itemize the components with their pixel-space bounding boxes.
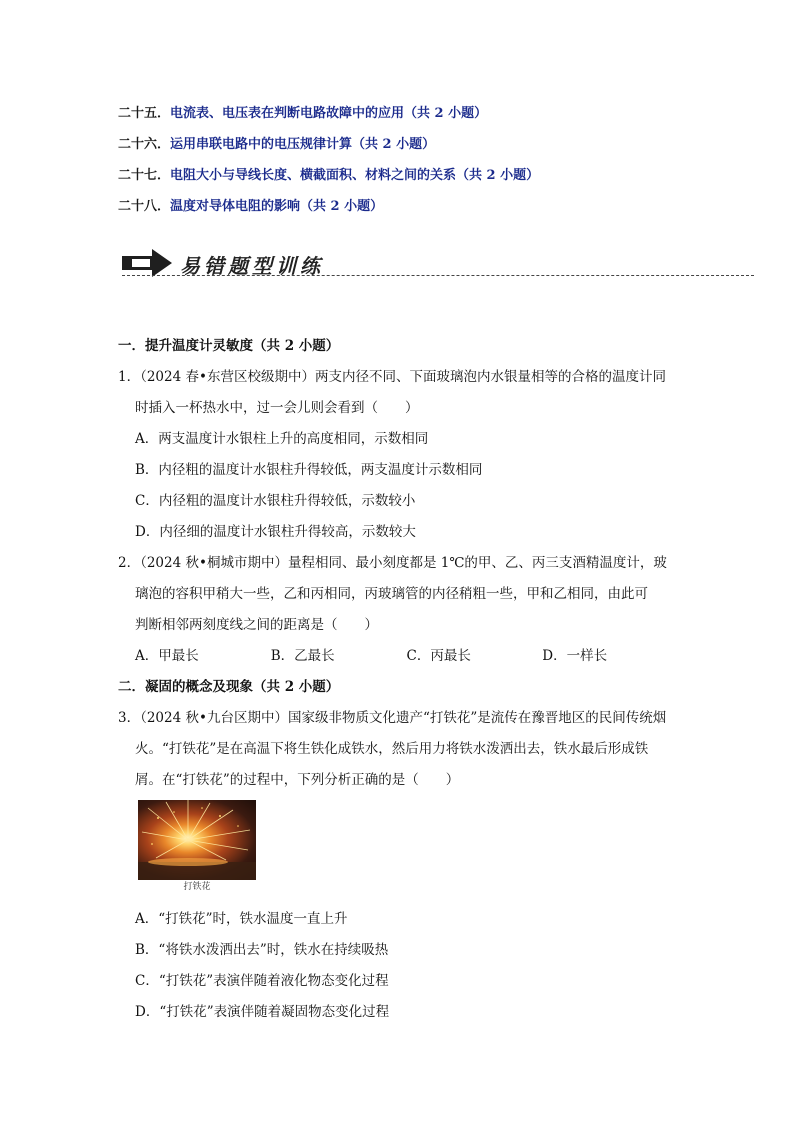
question-stem: 2．（2024 秋•桐城市期中）量程相同、最小刻度都是 1℃的甲、乙、丙三支酒精温度计，玻	[118, 555, 667, 571]
question-stem: 时插入一杯热水中，过一会儿则会看到（ ）	[135, 400, 419, 416]
iron-flower-photo	[138, 800, 256, 880]
question-3	[118, 703, 678, 1028]
question-content	[118, 331, 678, 1028]
toc-item[interactable]	[118, 135, 738, 166]
question-stem: 3．（2024 秋•九台区期中）国家级非物质文化遗产“打铁花”是流传在豫晋地区的民间传统烟	[118, 710, 667, 726]
toc-item-title[interactable]: 电阻大小与导线长度、横截面积、材料之间的关系	[170, 168, 457, 183]
question-stem: 火。“打铁花”是在高温下将生铁化成铁水，然后用力将铁水泼洒出去，铁水最后形成铁	[135, 741, 649, 757]
question-stem: 判断相邻两刻度线之间的距离是（ ）	[135, 617, 378, 633]
figure-caption: 打铁花	[183, 882, 211, 892]
banner-divider	[122, 275, 754, 276]
toc-item-number: 二十六．	[118, 137, 171, 152]
answer-option[interactable]: D．内径细的温度计水银柱升得较高，示数较大	[135, 524, 416, 540]
answer-options-row	[118, 641, 678, 672]
answer-option[interactable]: A．“打铁花”时，铁水温度一直上升	[135, 911, 348, 927]
toc-item-count: （共 2 小题）	[404, 106, 488, 121]
toc-item-title[interactable]: 电流表、电压表在判断电路故障中的应用	[170, 106, 405, 121]
toc-item[interactable]	[118, 197, 738, 228]
answer-option[interactable]: C．丙最长	[406, 648, 471, 664]
answer-option[interactable]: A．两支温度计水银柱上升的高度相同，示数相同	[135, 431, 429, 447]
toc-item-title[interactable]: 运用串联电路中的电压规律计算	[170, 137, 353, 152]
section-title: 一．提升温度计灵敏度（共 2 小题）	[118, 338, 340, 354]
toc-item[interactable]	[118, 104, 738, 135]
question-stem: 屑。在“打铁花”的过程中，下列分析正确的是（ ）	[135, 772, 460, 788]
toc-item-count: （共 2 小题）	[352, 137, 436, 152]
answer-option[interactable]: C．内径粗的温度计水银柱升得较低，示数较小	[135, 493, 416, 509]
toc-item-number: 二十八．	[118, 199, 171, 214]
question-stem: 璃泡的容积甲稍大一些，乙和丙相同，丙玻璃管的内径稍粗一些，甲和乙相同，由此可	[135, 586, 648, 602]
table-of-contents	[118, 104, 738, 228]
sparks-illustration	[138, 800, 256, 880]
section-title: 二．凝固的概念及现象（共 2 小题）	[118, 679, 340, 695]
toc-item-number: 二十五．	[118, 106, 171, 121]
question-2	[118, 548, 678, 672]
banner-title: 易错题型训练	[180, 254, 324, 278]
answer-option[interactable]: B．乙最长	[270, 648, 335, 664]
figure	[118, 796, 678, 904]
answer-option[interactable]: D．“打铁花”表演伴随着凝固物态变化过程	[135, 1004, 390, 1020]
toc-item-title[interactable]: 温度对导体电阻的影响	[170, 199, 301, 214]
answer-option[interactable]: B．内径粗的温度计水银柱升得较低，两支温度计示数相同	[135, 462, 483, 478]
toc-item-count: （共 2 小题）	[456, 168, 540, 183]
section-banner	[118, 246, 754, 282]
answer-option[interactable]: A．甲最长	[135, 648, 199, 664]
toc-item[interactable]	[118, 166, 738, 197]
question-stem: 1．（2024 春•东营区校级期中）两支内径不同、下面玻璃泡内水银量相等的合格的温度计同	[118, 369, 666, 385]
answer-option[interactable]: B．“将铁水泼洒出去”时，铁水在持续吸热	[135, 942, 389, 958]
question-1	[118, 362, 678, 548]
answer-option[interactable]: C．“打铁花”表演伴随着液化物态变化过程	[135, 973, 389, 989]
answer-option[interactable]: D．一样长	[542, 648, 608, 664]
toc-item-count: （共 2 小题）	[300, 199, 384, 214]
toc-item-number: 二十七．	[118, 168, 171, 183]
